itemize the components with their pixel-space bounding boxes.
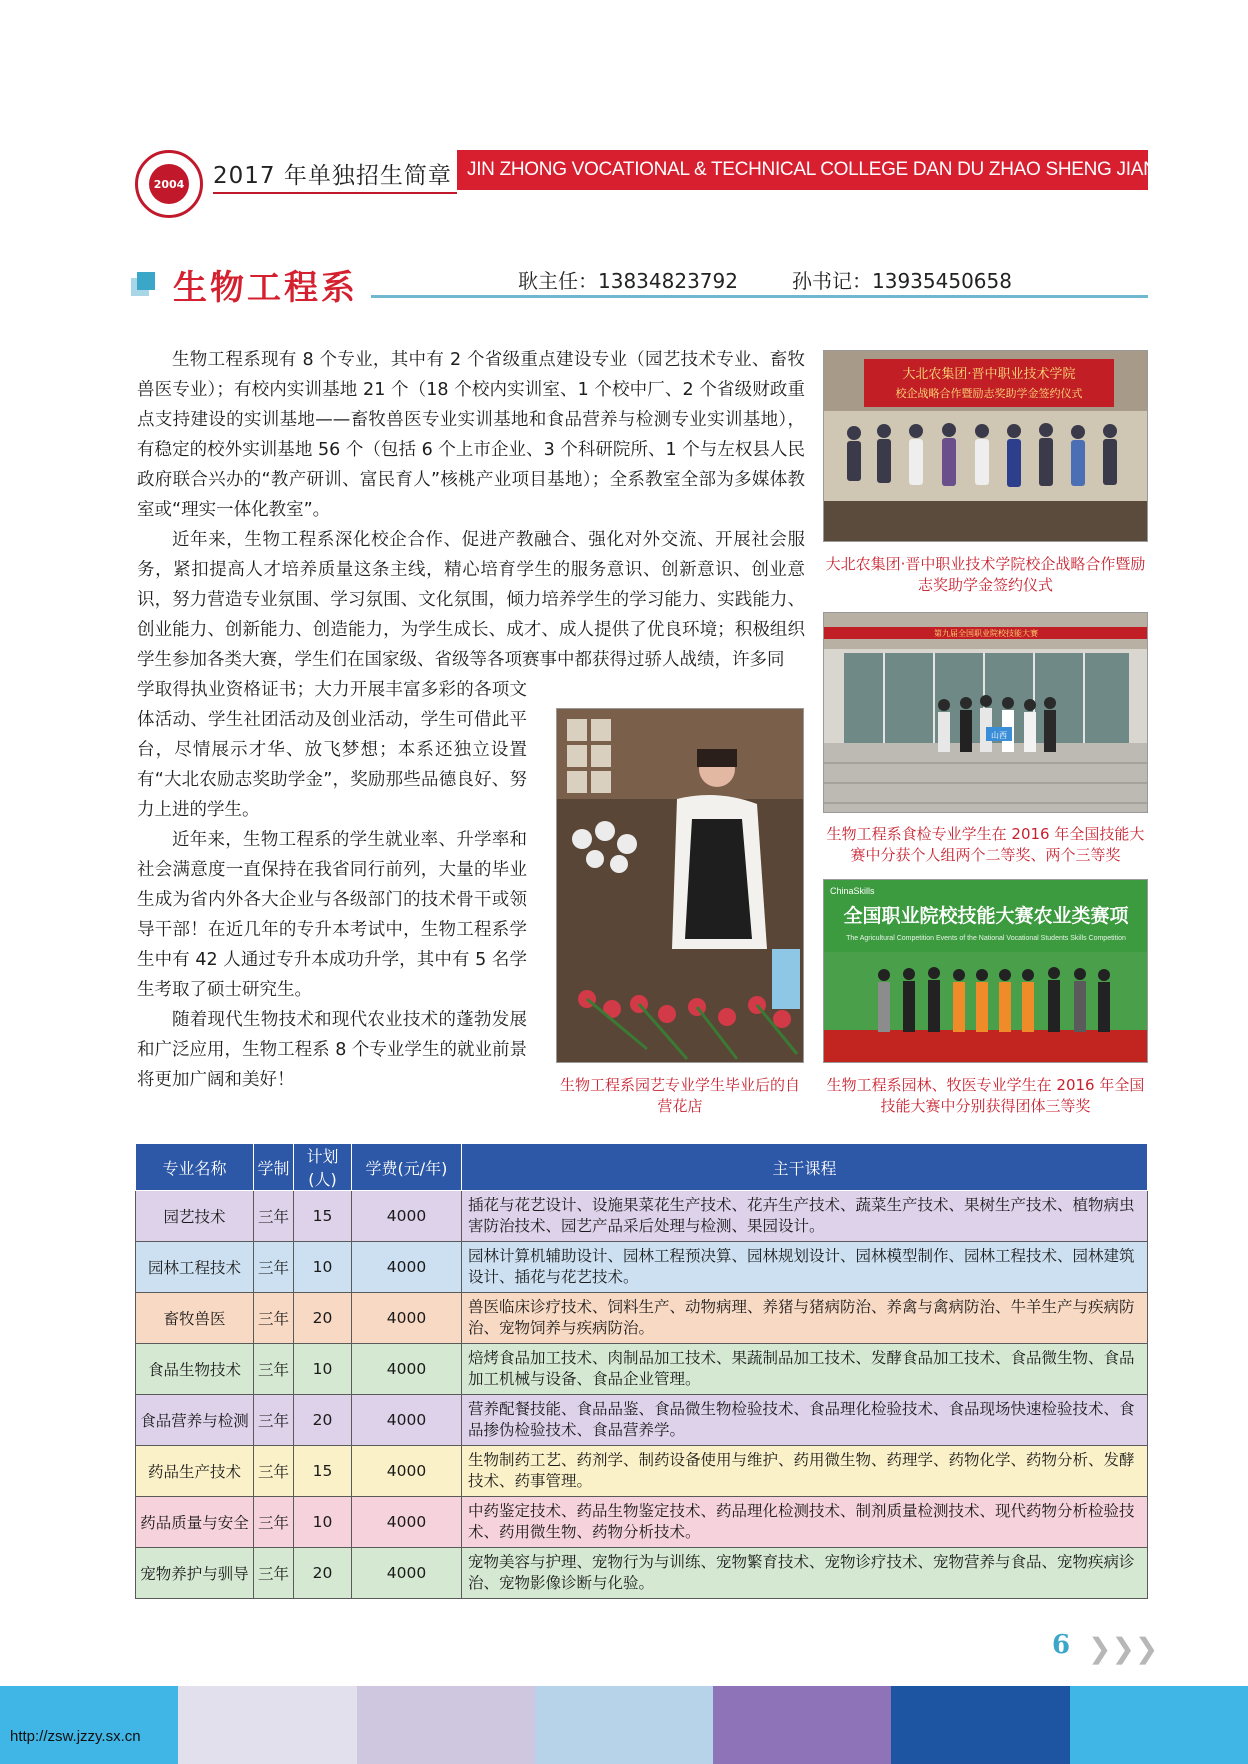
major-fee: 4000 bbox=[352, 1548, 462, 1599]
major-years: 三年 bbox=[254, 1395, 294, 1446]
photo-competition-group bbox=[823, 612, 1148, 813]
page-number: 6 bbox=[1052, 1630, 1071, 1660]
section-underline bbox=[371, 295, 1148, 298]
major-courses: 生物制药工艺、药剂学、制药设备使用与维护、药用微生物、药理学、药物化学、药物分析、发酵技术、药事管理。 bbox=[462, 1446, 1148, 1497]
page-header bbox=[135, 150, 1227, 196]
major-fee: 4000 bbox=[352, 1191, 462, 1242]
major-courses: 宠物美容与护理、宠物行为与训练、宠物繁育技术、宠物诊疗技术、宠物营养与食品、宠物疾病诊治、宠物影像诊断与化验。 bbox=[462, 1548, 1148, 1599]
development-paragraph-cont: 学取得执业资格证书；大力开展丰富多彩的各项文体活动、学生社团活动及创业活动，学生可借此平台，尽情展示才华、放飞梦想；本系还独立设置有“大北农励志奖助学金”，奖励那些品德良好、努力上进的学生。 bbox=[137, 680, 527, 820]
competition-group-illustration bbox=[824, 613, 1148, 813]
competition-banner: 第九届全国职业院校技能大赛 bbox=[934, 629, 1038, 638]
caption-signing-ceremony: 大北农集团·晋中职业技术学院校企战略合作暨励志奖助学金签约仪式 bbox=[825, 555, 1146, 594]
table-row bbox=[136, 1242, 1148, 1293]
major-plan: 15 bbox=[294, 1446, 352, 1497]
major-fee: 4000 bbox=[352, 1293, 462, 1344]
agri-competition-subtitle: The Agricultural Competition Events of the National Vocational Students Skills Competition bbox=[846, 935, 1126, 942]
table-row bbox=[136, 1344, 1148, 1395]
major-years: 三年 bbox=[254, 1242, 294, 1293]
major-name: 园艺技术 bbox=[136, 1191, 254, 1242]
major-courses: 焙烤食品加工技术、肉制品加工技术、果蔬制品加工技术、发酵食品加工技术、食品微生物、食品加工机械与设备、食品企业管理。 bbox=[462, 1344, 1148, 1395]
signing-ceremony-illustration bbox=[824, 351, 1148, 542]
chevron-right-icon: ❯❯❯ bbox=[1088, 1632, 1159, 1665]
major-fee: 4000 bbox=[352, 1497, 462, 1548]
photo-signing-ceremony bbox=[823, 350, 1148, 542]
employment-paragraph: 近年来，生物工程系的学生就业率、升学率和社会满意度一直保持在我省同行前列，大量的毕业生成为省内外各大企业与各级部门的技术骨干或领导干部！在近几年的专升本考试中，生物工程系学生中有 42 人通过专升本成功升学，其中有 5 名学生考取了硕士研究生。 bbox=[137, 830, 527, 1000]
major-name: 食品生物技术 bbox=[136, 1344, 254, 1395]
table-row bbox=[136, 1191, 1148, 1242]
caption-agri-competition: 生物工程系园林、牧医专业学生在 2016 年全国技能大赛中分别获得团体三等奖 bbox=[826, 1076, 1145, 1115]
chinaskills-brand: ChinaSkills bbox=[830, 886, 875, 896]
header-rule bbox=[213, 192, 457, 194]
major-plan: 10 bbox=[294, 1242, 352, 1293]
major-plan: 10 bbox=[294, 1344, 352, 1395]
brochure-title: 2017 年单独招生简章 bbox=[213, 163, 452, 189]
major-fee: 4000 bbox=[352, 1344, 462, 1395]
header-years: 学制 bbox=[254, 1144, 294, 1191]
major-plan: 20 bbox=[294, 1548, 352, 1599]
major-name: 宠物养护与驯导 bbox=[136, 1548, 254, 1599]
section-square-icon bbox=[137, 272, 155, 290]
major-courses: 兽医临床诊疗技术、饲料生产、动物病理、养猪与猪病防治、养禽与禽病防治、牛羊生产与疾病防治、宠物饲养与疾病防治。 bbox=[462, 1293, 1148, 1344]
major-name: 畜牧兽医 bbox=[136, 1293, 254, 1344]
major-courses: 中药鉴定技术、药品生物鉴定技术、药品理化检测技术、制剂质量检测技术、现代药物分析检验技术、药用微生物、药物分析技术。 bbox=[462, 1497, 1148, 1548]
photo-agri-competition bbox=[823, 879, 1148, 1063]
header-plan: 计划(人) bbox=[294, 1144, 352, 1191]
agri-competition-illustration bbox=[824, 880, 1148, 1063]
major-years: 三年 bbox=[254, 1548, 294, 1599]
flower-shop-illustration bbox=[557, 709, 804, 1063]
table-row bbox=[136, 1548, 1148, 1599]
major-name: 园林工程技术 bbox=[136, 1242, 254, 1293]
intro-paragraph: 生物工程系现有 8 个专业，其中有 2 个省级重点建设专业（园艺技术专业、畜牧兽医专业）；有校内实训基地 21 个（18 个校内实训室、1 个校中厂、2 个省级财政重点支持建设的实训基地——畜牧兽医专业实训基地和食品营养与检测专业实训基地），有稳定的校外实训基地 56 个（包括 6 个上市企业、3 个科研院所、1 个与左权县人民政府联合兴办的“教产研训、富民育人”核桃产业项目基地）；全系教室全部为多媒体教室或“理实一体化教室”。 bbox=[137, 350, 805, 520]
major-plan: 20 bbox=[294, 1293, 352, 1344]
major-courses: 插花与花艺设计、设施果菜花生产技术、花卉生产技术、蔬菜生产技术、果树生产技术、植物病虫害防治技术、园艺产品采后处理与检测、果园设计。 bbox=[462, 1191, 1148, 1242]
website-url[interactable]: http://zsw.jzzy.sx.cn bbox=[10, 1728, 141, 1745]
major-name: 药品质量与安全 bbox=[136, 1497, 254, 1548]
header-courses: 主干课程 bbox=[462, 1144, 1148, 1191]
development-paragraph: 近年来，生物工程系深化校企合作、促进产教融合、强化对外交流、开展社会服务，紧扣提高人才培养质量这条主线，精心培育学生的服务意识、创新意识、创业意识，努力营造专业氛围、学习氛围、文化氛围，倾力培养学生的学习能力、实践能力、创业能力、创新能力、创造能力，为学生成长、成才、成人提供了优良环境；积极组织学生参加各类大赛，学生们在国家级、省级等各项赛事中都获得过骄人战绩，许多同 bbox=[137, 530, 805, 670]
header-fee: 学费(元/年) bbox=[352, 1144, 462, 1191]
major-plan: 10 bbox=[294, 1497, 352, 1548]
major-fee: 4000 bbox=[352, 1446, 462, 1497]
table-header-row bbox=[136, 1144, 1148, 1191]
banner-line-1: 大北农集团·晋中职业技术学院 bbox=[902, 367, 1076, 382]
major-years: 三年 bbox=[254, 1191, 294, 1242]
major-courses: 营养配餐技能、食品品鉴、食品微生物检验技术、食品理化检验技术、食品现场快速检验技术、食品掺伪检验技术、食品营养学。 bbox=[462, 1395, 1148, 1446]
footer-band-2 bbox=[178, 1686, 356, 1764]
caption-competition-group: 生物工程系食检专业学生在 2016 年全国技能大赛中分获个人组两个二等奖、两个三等奖 bbox=[826, 825, 1145, 864]
major-years: 三年 bbox=[254, 1497, 294, 1548]
major-years: 三年 bbox=[254, 1344, 294, 1395]
photo-flower-shop bbox=[556, 708, 804, 1063]
major-fee: 4000 bbox=[352, 1395, 462, 1446]
college-logo bbox=[135, 150, 203, 218]
agri-competition-title: 全国职业院校技能大赛农业类赛项 bbox=[843, 905, 1129, 927]
footer-band-1 bbox=[0, 1686, 178, 1764]
contact-secretary: 孙书记：13935450658 bbox=[792, 269, 1012, 293]
major-name: 食品营养与检测 bbox=[136, 1395, 254, 1446]
footer-band-6 bbox=[891, 1686, 1069, 1764]
table-row bbox=[136, 1293, 1148, 1344]
major-plan: 15 bbox=[294, 1191, 352, 1242]
department-title: 生物工程系 bbox=[173, 268, 358, 308]
contact-director: 耿主任：13834823792 bbox=[518, 269, 738, 293]
major-fee: 4000 bbox=[352, 1242, 462, 1293]
header-major: 专业名称 bbox=[136, 1144, 254, 1191]
table-row bbox=[136, 1395, 1148, 1446]
logo-emblem: 2004 bbox=[149, 164, 189, 204]
major-years: 三年 bbox=[254, 1446, 294, 1497]
footer-band-5 bbox=[713, 1686, 891, 1764]
major-name: 药品生产技术 bbox=[136, 1446, 254, 1497]
prospect-paragraph: 随着现代生物技术和现代农业技术的蓬勃发展和广泛应用，生物工程系 8 个专业学生的就业前景将更加广阔和美好！ bbox=[137, 1010, 527, 1090]
major-plan: 20 bbox=[294, 1395, 352, 1446]
major-courses: 园林计算机辅助设计、园林工程预决算、园林规划设计、园林模型制作、园林工程技术、园林建筑设计、插花与花艺技术。 bbox=[462, 1242, 1148, 1293]
footer-color-bar bbox=[0, 1686, 1248, 1764]
footer-band-4 bbox=[535, 1686, 713, 1764]
banner-line-2: 校企战略合作暨励志奖助学金签约仪式 bbox=[895, 387, 1083, 400]
college-name-band: JIN ZHONG VOCATIONAL & TECHNICAL COLLEGE DAN DU ZHAO SHENG JIAN ZHANG bbox=[457, 150, 1148, 190]
section-heading bbox=[137, 262, 1148, 308]
province-sign: 山西 bbox=[991, 731, 1007, 740]
footer-band-3 bbox=[357, 1686, 535, 1764]
majors-table bbox=[135, 1143, 1148, 1599]
footer-band-7 bbox=[1070, 1686, 1248, 1764]
table-row bbox=[136, 1497, 1148, 1548]
major-years: 三年 bbox=[254, 1293, 294, 1344]
caption-flower-shop: 生物工程系园艺专业学生毕业后的自营花店 bbox=[559, 1076, 800, 1115]
table-row bbox=[136, 1446, 1148, 1497]
